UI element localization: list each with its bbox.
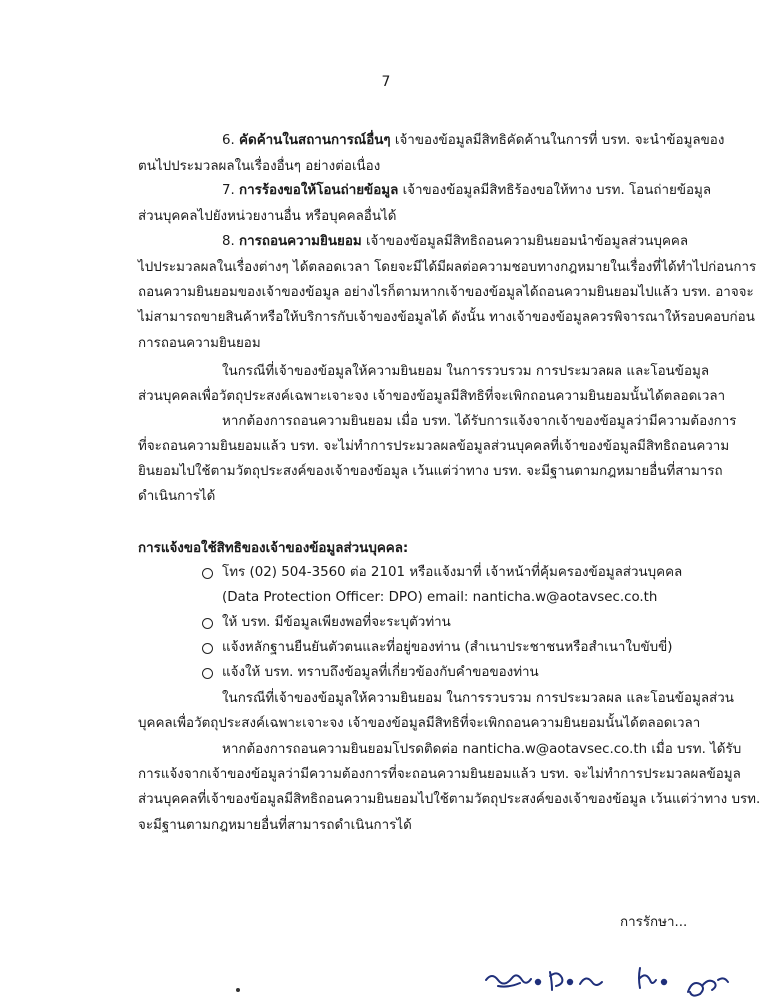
item-7-text: เจ้าของข้อมูลมีสิทธิร้องขอให้ทาง บรท. โอนถ่ายข้อมูล [402, 183, 712, 198]
continued-note: การรักษา... [620, 915, 688, 930]
item-8-first-line [222, 232, 688, 252]
item-8-number: 8. [222, 234, 235, 249]
paragraph-line: ในกรณีที่เจ้าของข้อมูลให้ความยินยอม ในการรวบรวม การประมวลผล และโอนข้อมูลส่วน [222, 691, 734, 706]
item-8-title: การถอนความยินยอม [239, 234, 362, 249]
item-7-number: 7. [222, 183, 235, 198]
bullet-item: โทร (02) 504-3560 ต่อ 2101 หรือแจ้งมาที่ เจ้าหน้าที่คุ้มครองข้อมูลส่วนบุคคล [222, 565, 683, 580]
item-7-title: การร้องขอให้โอนถ่ายข้อมูล [239, 183, 399, 198]
paragraph-line: บุคคลเพื่อวัตถุประสงค์เฉพาะเจาะจง เจ้าของข้อมูลมีสิทธิที่จะเพิกถอนความยินยอมนั้นได้ตลอดเวลา [138, 716, 701, 731]
paragraph-line: หากต้องการถอนความยินยอมโปรดติดต่อ nanticha.w@aotavsec.co.th เมื่อ บรท. ได้รับ [222, 742, 742, 757]
item-7-line: ส่วนบุคคลไปยังหน่วยงานอื่น หรือบุคคลอื่นได้ [138, 209, 397, 224]
paragraph-line: ยินยอมไปใช้ตามวัตถุประสงค์ของเจ้าของข้อมูล เว้นแต่ว่าทาง บรท. จะมีฐานตามกฎหมายอื่นที่สามารถ [138, 464, 723, 479]
bullet-circle-icon [202, 668, 213, 679]
bullet-circle-icon [202, 643, 213, 654]
bullet-item: ให้ บรท. มีข้อมูลเพียงพอที่จะระบุตัวท่าน [222, 615, 451, 630]
item-8-text: เจ้าของข้อมูลมีสิทธิถอนความยินยอมนำข้อมูลส่วนบุคคล [365, 234, 689, 249]
item-8-line: การถอนความยินยอม [138, 336, 261, 351]
paragraph-line: ในกรณีที่เจ้าของข้อมูลให้ความยินยอม ในการรวบรวม การประมวลผล และโอนข้อมูล [222, 364, 710, 379]
bullet-circle-icon [202, 568, 213, 579]
item-6-title: คัดค้านในสถานการณ์อื่นๆ [239, 133, 391, 148]
bullet-circle-icon [202, 618, 213, 629]
item-6-line: ตนไปประมวลผลในเรื่องอื่นๆ อย่างต่อเนื่อง [138, 159, 381, 174]
item-6-first-line [222, 131, 724, 151]
item-6-text: เจ้าของข้อมูลมีสิทธิคัดค้านในการที่ บรท. จะนำข้อมูลของ [394, 133, 725, 148]
item-8-line: ไปประมวลผลในเรื่องต่างๆ ได้ตลอดเวลา โดยจะมีได้มีผลต่อความชอบทางกฎหมายในเรื่องที่ได้ทำไปก่อนการ [138, 260, 757, 275]
handwritten-signature [478, 962, 748, 999]
item-8-line: ไม่สามารถขายสินค้าหรือให้บริการกับเจ้าของข้อมูลได้ ดังนั้น ทางเจ้าของข้อมูลควรพิจารณาให้รอบคอบก่อน [138, 310, 755, 325]
paragraph-line: ที่จะถอนความยินยอมแล้ว บรท. จะไม่ทำการประมวลผลข้อมูลส่วนบุคคลที่เจ้าของข้อมูลมีสิทธิถอนความ [138, 439, 730, 454]
item-7-first-line [222, 181, 711, 201]
bullet-item: แจ้งหลักฐานยืนยันตัวตนและที่อยู่ของท่าน (สำเนาประชาชนหรือสำเนาใบขับขี่) [222, 640, 673, 655]
item-8-line: ถอนความยินยอมของเจ้าของข้อมูล อย่างไรก็ตามหากเจ้าของข้อมูลได้ถอนความยินยอมไปแล้ว บรท. อาจจะ [138, 285, 754, 300]
bullet-item-continuation: (Data Protection Officer: DPO) email: nanticha.w@aotavsec.co.th [222, 590, 658, 605]
paragraph-line: ส่วนบุคคลเพื่อวัตถุประสงค์เฉพาะเจาะจง เจ้าของข้อมูลมีสิทธิที่จะเพิกถอนความยินยอมนั้นได้ตลอดเวลา [138, 389, 726, 404]
paragraph-line: ดำเนินการได้ [138, 489, 216, 504]
paragraph-line: จะมีฐานตามกฎหมายอื่นที่สามารถดำเนินการได้ [138, 818, 412, 833]
section-heading: การแจ้งขอใช้สิทธิของเจ้าของข้อมูลส่วนบุคคล: [138, 541, 409, 556]
paragraph-line: ส่วนบุคคลที่เจ้าของข้อมูลมีสิทธิถอนความยินยอมไปใช้ตามวัตถุประสงค์ของเจ้าของข้อมูล เว้นแต่ว่าทาง บรท. [138, 792, 761, 807]
page-number: 7 [381, 74, 391, 90]
dot-mark [236, 988, 240, 992]
paragraph-line: การแจ้งจากเจ้าของข้อมูลว่ามีความต้องการที่จะถอนความยินยอมแล้ว บรท. จะไม่ทำการประมวลผลข้อมูล [138, 767, 741, 782]
paragraph-line: หากต้องการถอนความยินยอม เมื่อ บรท. ได้รับการแจ้งจากเจ้าของข้อมูลว่ามีความต้องการ [222, 414, 737, 429]
item-6-number: 6. [222, 133, 235, 148]
bullet-item: แจ้งให้ บรท. ทราบถึงข้อมูลที่เกี่ยวข้องกับคำขอของท่าน [222, 665, 539, 680]
